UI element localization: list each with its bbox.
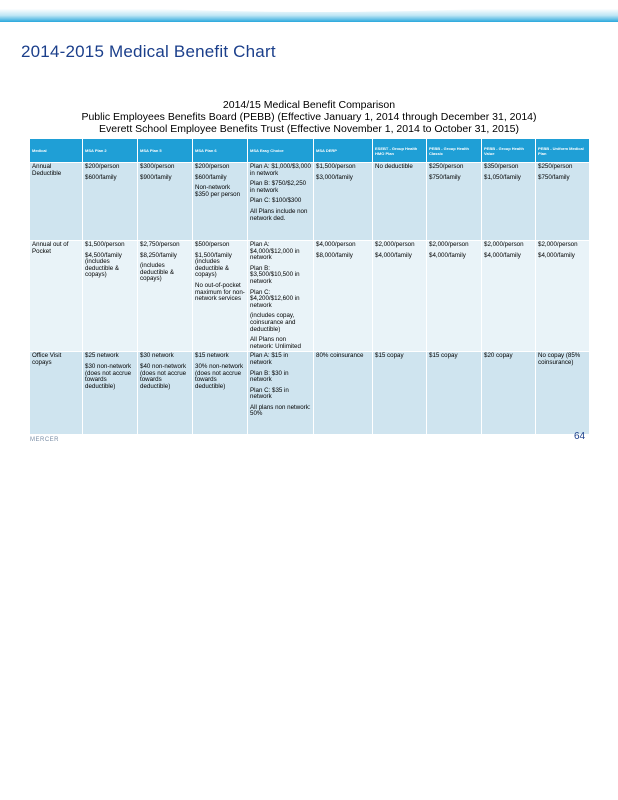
cell-text: $1,050/family bbox=[484, 173, 521, 181]
cell-text: (includes copay, coinsurance and deductible) bbox=[250, 312, 296, 333]
cell-text: $200/person bbox=[85, 163, 120, 170]
cell-text: Plan C: $4,200/$12,600 in network bbox=[250, 288, 300, 309]
row-label: Office Visit copays bbox=[30, 352, 83, 435]
cell-text: $2,000/person bbox=[484, 241, 524, 248]
cell-text: Plan C: $35 in network bbox=[250, 386, 289, 401]
cell-text: All Plans include non network ded. bbox=[250, 207, 308, 222]
cell-text: $900/family bbox=[140, 173, 172, 181]
cell-text: $15 copay bbox=[429, 352, 458, 360]
cell-text: Plan A: $15 in network bbox=[250, 352, 289, 366]
slide-title: 2014-2015 Medical Benefit Chart bbox=[21, 42, 276, 61]
cell-text: $250/person bbox=[429, 163, 464, 170]
table-cell bbox=[482, 352, 536, 435]
cell-text: $300/person bbox=[140, 163, 175, 170]
table-cell bbox=[248, 352, 314, 435]
table-cell bbox=[482, 241, 536, 352]
cell-text: $2,000/person bbox=[429, 241, 469, 248]
cell-text: $8,250/family bbox=[140, 251, 177, 259]
benefit-comparison-table bbox=[29, 138, 590, 435]
cell-text: No copay (85% coinsurance) bbox=[538, 352, 581, 366]
table-cell bbox=[314, 241, 373, 352]
top-decorative-band bbox=[0, 0, 618, 22]
cell-text: $4,000/family bbox=[375, 251, 412, 259]
cell-text: Plan A: $1,000/$3,000 in network bbox=[250, 163, 311, 177]
cell-text: $4,000/family bbox=[484, 251, 521, 259]
column-header: MSA Plan 6 bbox=[193, 139, 248, 163]
table-cell bbox=[193, 352, 248, 435]
cell-text: $4,000/person bbox=[316, 241, 356, 248]
table-cell bbox=[83, 163, 138, 241]
column-header: MSA DERP bbox=[314, 139, 373, 163]
table-row bbox=[30, 241, 590, 352]
row-label: Annual Deductible bbox=[30, 163, 83, 241]
table-cell bbox=[427, 241, 482, 352]
column-header: MSA Plan 5 bbox=[138, 139, 193, 163]
column-header: PEBB - Group Health Value bbox=[482, 139, 536, 163]
table-cell bbox=[427, 163, 482, 241]
cell-text: $600/family bbox=[195, 173, 227, 181]
cell-text: All plans non network: 50% bbox=[250, 403, 311, 418]
cell-text: $2,750/person bbox=[140, 241, 180, 248]
column-header: PEBB - Group Health Classic bbox=[427, 139, 482, 163]
cell-text: $4,000/family bbox=[538, 251, 575, 259]
table-cell bbox=[83, 352, 138, 435]
table-row bbox=[30, 163, 590, 241]
cell-text: 30% non-network (does not accrue towards deductible) bbox=[195, 362, 244, 390]
cell-text: Plan B: $750/$2,250 in network bbox=[250, 180, 307, 194]
cell-text: No out-of-pocket maximum for non-network services bbox=[195, 281, 245, 303]
cell-text: $350/person bbox=[484, 163, 519, 170]
table-header-row bbox=[30, 139, 590, 163]
cell-text: $750/family bbox=[429, 173, 461, 181]
cell-text: $4,500/family (includes deductible & copays) bbox=[85, 251, 122, 279]
cell-text: $1,500/person bbox=[85, 241, 125, 248]
table-cell bbox=[193, 163, 248, 241]
cell-text: $15 network bbox=[195, 352, 229, 360]
cell-text: $200/person bbox=[195, 163, 230, 170]
table-cell bbox=[536, 163, 590, 241]
cell-text: Plan B: $3,500/$10,500 in network bbox=[250, 264, 300, 285]
cell-text: $600/family bbox=[85, 173, 117, 181]
table-cell bbox=[482, 163, 536, 241]
cell-text: $20 copay bbox=[484, 352, 513, 360]
column-header: ESEBT - Group Health HMO Plan bbox=[373, 139, 427, 163]
cell-text: Non-network $350 per person bbox=[195, 184, 241, 198]
cell-text: $1,500/person bbox=[316, 163, 356, 170]
cell-text: $25 network bbox=[85, 352, 119, 360]
page-number: 64 bbox=[574, 431, 586, 442]
table-cell bbox=[248, 241, 314, 352]
column-header: Medical bbox=[30, 139, 83, 163]
cell-text: $40 non-network (does not accrue towards deductible) bbox=[140, 362, 187, 390]
column-header: PEBB - Uniform Medical Plan bbox=[536, 139, 590, 163]
table-cell bbox=[248, 163, 314, 241]
subheading-line-2: Public Employees Benefits Board (PEBB) (Effective January 1, 2014 through December 31, 2014) bbox=[81, 111, 537, 123]
table-cell bbox=[314, 163, 373, 241]
cell-text: $8,000/family bbox=[316, 251, 353, 259]
subheading-line-3: Everett School Employee Benefits Trust (Effective November 1, 2014 to October 31, 2015) bbox=[98, 123, 520, 135]
cell-text: Plan C: $100/$300 bbox=[250, 197, 302, 205]
cell-text: No deductible bbox=[375, 163, 413, 170]
footer-logo-text: MERCER bbox=[30, 437, 60, 443]
cell-text: Plan B: $30 in network bbox=[250, 369, 289, 384]
cell-text: Plan A: $4,000/$12,000 in network bbox=[250, 241, 300, 262]
table-cell bbox=[373, 352, 427, 435]
cell-text: $2,000/person bbox=[375, 241, 415, 248]
cell-text: $2,000/person bbox=[538, 241, 578, 248]
cell-text: $750/family bbox=[538, 173, 570, 181]
table-cell bbox=[427, 352, 482, 435]
table-row bbox=[30, 352, 590, 435]
column-header: MSA Plan 2 bbox=[83, 139, 138, 163]
table-cell bbox=[536, 241, 590, 352]
cell-text: $15 copay bbox=[375, 352, 404, 360]
cell-text: $1,500/family (includes deductible & copays) bbox=[195, 251, 232, 279]
table-cell bbox=[138, 241, 193, 352]
table-cell bbox=[314, 352, 373, 435]
table-cell bbox=[193, 241, 248, 352]
cell-text: (includes deductible & copays) bbox=[140, 262, 175, 283]
table-cell bbox=[138, 352, 193, 435]
subheading-line-1: 2014/15 Medical Benefit Comparison bbox=[222, 99, 396, 111]
row-label: Annual out of Pocket bbox=[30, 241, 83, 352]
table-cell bbox=[83, 241, 138, 352]
cell-text: $250/person bbox=[538, 163, 573, 170]
cell-text: $4,000/family bbox=[429, 251, 466, 259]
cell-text: 80% coinsurance bbox=[316, 352, 364, 360]
cell-text: $3,000/family bbox=[316, 173, 353, 181]
cell-text: $500/person bbox=[195, 241, 230, 248]
cell-text: $30 non-network (does not accrue towards deductible) bbox=[85, 362, 132, 390]
table-cell bbox=[138, 163, 193, 241]
table-cell bbox=[536, 352, 590, 435]
cell-text: $30 network bbox=[140, 352, 174, 360]
table-cell bbox=[373, 163, 427, 241]
cell-text: All Plans non network: Unlimited bbox=[250, 336, 301, 350]
column-header: MSA Easy Choice bbox=[248, 139, 314, 163]
table-cell bbox=[373, 241, 427, 352]
